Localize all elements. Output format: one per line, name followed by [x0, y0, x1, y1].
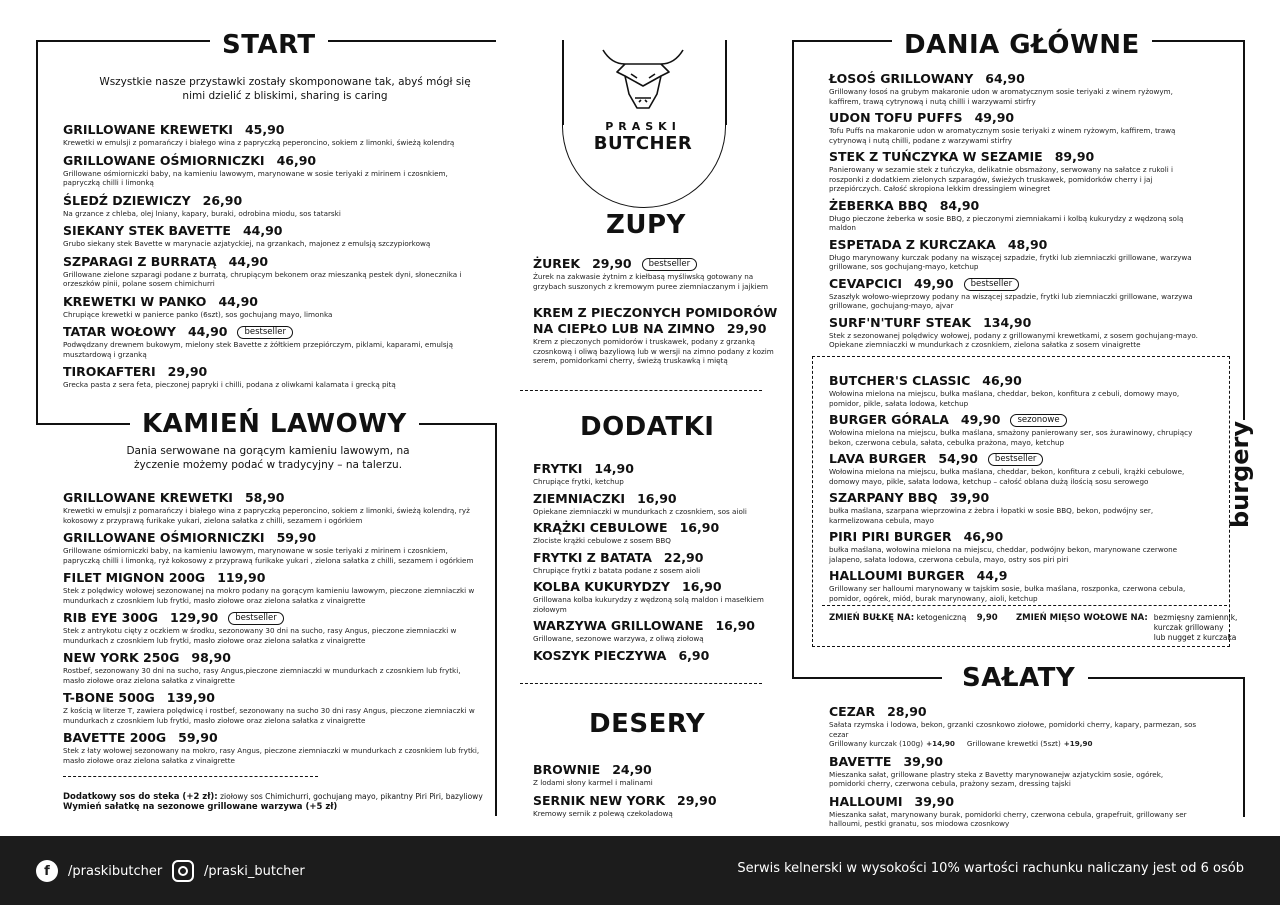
dodatki-title: DODATKI: [568, 412, 726, 442]
menu-item: [63, 324, 483, 359]
menu-item-head: [829, 451, 1199, 467]
menu-item-description: bułka maślana, szarpana wieprzowina z żebra i łopatki w sosie BBQ, bekon, podwójny ser, karmelizowana cebula, mayo: [829, 506, 1154, 525]
menu-item-name: KOSZYK PIECZYWA: [533, 647, 667, 663]
desery-title: DESERY: [577, 709, 717, 739]
service-note: Serwis kelnerski w wysokości 10% wartości rachunku naliczany jest od 6 osób: [737, 861, 1244, 876]
menu-item: [63, 570, 483, 605]
instagram-link[interactable]: [172, 860, 305, 882]
menu-item-description: Złociste krążki cebulowe z sosem BBQ: [533, 536, 671, 545]
menu-item-price: 58,90: [244, 490, 285, 505]
menu-item-description: Grillowany ser halloumi marynowany w tajskim sosie, bułka maślana, roszponka, czerwona cebula, pomidor, ogórek, miód, burak marynowany, aioli, ketchup: [829, 584, 1186, 603]
menu-item-description: Chrupiące frytki, ketchup: [533, 477, 624, 486]
facebook-link[interactable]: [36, 860, 162, 882]
menu-item-name: GRILLOWANE KREWETKI: [63, 490, 233, 505]
menu-item-head: [63, 193, 483, 209]
menu-item-description: Wołowina mielona na miejscu, bułka maślana, cheddar, bekon, konfitura z cebuli, domowy mayo, pomidor, pikle, sałata lodowa, ketchup: [829, 389, 1180, 408]
menu-item-name: HALLOUMI: [829, 793, 903, 809]
menu-item-badge: bestseller: [988, 453, 1044, 466]
menu-item-head: [63, 254, 483, 270]
swap-meat-line: kurczak grillowany: [1153, 623, 1224, 632]
menu-item: [533, 520, 778, 546]
logo-line2: BUTCHER: [593, 133, 693, 154]
menu-item-price: 16,90: [637, 490, 677, 506]
menu-item-description: Z lodami słony karmel i malinami: [533, 778, 653, 787]
instagram-icon: [172, 860, 194, 882]
menu-item-head: [533, 461, 778, 477]
menu-item-head: [533, 305, 778, 337]
menu-item-price: 49,90: [960, 412, 1001, 427]
menu-item-name: SERNIK NEW YORK: [533, 792, 666, 808]
menu-item-head: [63, 294, 483, 310]
menu-item-description: Krewetki w emulsji z pomarańczy i białego wina z papryczką peperoncino, sokiem z limonki, świeżą kolendrą: [63, 138, 455, 147]
extra-sauce-text: ziołowy sos Chimichurri, gochujang mayo, pikantny Piri Piri, bazyliowy: [220, 792, 483, 801]
menu-item-price: 59,90: [178, 730, 218, 745]
menu-item-name: ŻUREK: [533, 256, 581, 271]
menu-item-price: 29,90: [726, 321, 767, 336]
menu-item-name: PIRI PIRI BURGER: [829, 529, 952, 544]
menu-item-name-line2: NA CIEPŁO LUB NA ZIMNO: [533, 321, 715, 336]
menu-item-description: Podwędzany drewnem bukowym, mielony stek Bavette z żółtkiem przepiórczym, piklami, kaparami, emulsją musztardową i grzanką: [63, 340, 454, 359]
menu-item-price: 98,90: [191, 650, 231, 665]
menu-item: [829, 794, 1199, 829]
menu-item-head: [533, 618, 778, 634]
menu-item-name: ESPETADA Z KURCZAKA: [829, 236, 996, 252]
menu-item-price: 49,90: [974, 110, 1015, 125]
menu-item-description: Opiekane ziemniaczki w mundurkach z czosnkiem, sos aioli: [533, 506, 747, 516]
menu-item-description: bułka maślana, wołowina mielona na miejscu, cheddar, podwójny bekon, marynowane czerwone jalapeno, sałata lodowa, czerwona cebula, mayo, ostry sos piri piri: [829, 545, 1178, 564]
menu-item-head: [829, 529, 1199, 545]
menu-item-description: Grubo siekany stek Bavette w marynacie azjatyckiej, na grzankach, majonez z emulsją szczypiorkową: [63, 239, 431, 248]
menu-item-name: BURGER GÓRALA: [829, 412, 949, 427]
menu-item-price: 89,90: [1054, 149, 1095, 164]
menu-item-name: CEZAR: [829, 704, 876, 719]
kamien-divider: [63, 776, 318, 777]
menu-item-name: KREM Z PIECZONYCH POMIDORÓW: [533, 305, 778, 320]
menu-item-price: 84,90: [939, 197, 980, 213]
menu-item-head: [829, 198, 1199, 214]
menu-item-price: 44,90: [228, 253, 269, 269]
menu-item: [533, 491, 778, 517]
dania-title: DANIA GŁÓWNE: [892, 30, 1152, 60]
menu-item-price: 49,90: [914, 275, 954, 291]
swap-bun-label: ZMIEŃ BUŁKĘ NA:: [829, 613, 915, 623]
swap-bun-price: 9,90: [976, 613, 998, 623]
swap-meat-line: lub nugget z kurczaka: [1153, 633, 1237, 642]
menu-item-head: [533, 579, 778, 595]
menu-item-name: HALLOUMI BURGER: [829, 568, 965, 583]
menu-item-head: [63, 570, 483, 586]
menu-item-price: 16,90: [682, 579, 722, 594]
menu-item-description: Szaszłyk wołowo-wieprzowy podany na wiszącej szpadzie, frytki lub ziemniaczki grillowane, warzywa grillowane, gochujang-mayo, ajvar: [829, 291, 1193, 310]
menu-item: [533, 461, 778, 487]
burgery-title: burgery: [1226, 420, 1254, 528]
menu-item-price: 26,90: [202, 192, 243, 208]
menu-item-price: 45,90: [244, 122, 285, 137]
extra-sauce-label: Dodatkowy sos do steka (+2 zł):: [63, 792, 218, 802]
menu-item: [63, 122, 483, 148]
menu-item-head: [829, 490, 1199, 506]
menu-item-name: LAVA BURGER: [829, 451, 927, 466]
menu-item-description: Grillowane, sezonowe warzywa, z oliwą ziołową: [533, 634, 704, 643]
menu-item: [829, 149, 1199, 194]
menu-item: [63, 223, 483, 249]
menu-item-price: 44,9: [976, 568, 1008, 583]
menu-item: [829, 451, 1199, 486]
menu-item-description: Mieszanka sałat, grillowane plastry steka z Bavetty marynowanejw azjatyckim sosie, ogórek, pomidorki cherry, czerwona cebula, prażony sezam, dressing tajski: [829, 769, 1164, 788]
menu-item: [829, 110, 1199, 145]
dania-items: [829, 71, 1199, 354]
menu-item-head: [63, 122, 483, 138]
menu-item-price: 24,90: [612, 762, 652, 777]
menu-item-description: Mieszanka sałat, marynowany burak, pomidorki cherry, czerwona cebula, grapefruit, grillowany ser halloumi, pestki granatu, sos miodowa czosnkowy: [829, 809, 1187, 828]
kamien-title: KAMIEŃ LAWOWY: [130, 409, 419, 439]
logo: [562, 42, 724, 154]
menu-item-head: [829, 110, 1199, 126]
menu-item-price: 44,90: [218, 293, 258, 309]
start-frame-left: [36, 40, 38, 424]
menu-item-price: 6,90: [678, 647, 710, 663]
zupy-items: [533, 256, 778, 380]
menu-item-price: 39,90: [949, 490, 990, 505]
menu-item-price: 119,90: [217, 570, 266, 585]
menu-item: [63, 364, 483, 390]
extra-salad: Wymień sałatkę na sezonowe grillowane warzywa (+5 zł): [63, 802, 338, 812]
menu-item-head: [533, 793, 778, 809]
start-title: START: [210, 30, 328, 60]
menu-item-head: [829, 276, 1199, 292]
menu-item-name: WARZYWA GRILLOWANE: [533, 618, 704, 633]
menu-item: [533, 618, 778, 644]
menu-item-name: SIEKANY STEK BAVETTE: [63, 223, 231, 238]
menu-item-description: Stek z sezonowanej polędwicy wołowej, podany z grillowanymi krewetkami, z sosem gochujang-mayo. Opiekane ziemniaczki w mundurkach z czosnkiem, zielona sałatka z sosem vinaigrette: [829, 330, 1198, 349]
swap-meat-label: ZMIEŃ MIĘSO WOŁOWE NA:: [1016, 613, 1148, 623]
menu-item: [829, 198, 1199, 233]
dodatki-divider: [520, 683, 762, 684]
menu-item-description: Chrupiące frytki z batata podane z sosem aioli: [533, 565, 701, 575]
menu-item-price: 54,90: [938, 451, 978, 466]
menu-item-name: GRILLOWANE OŚMIORNICZKI: [63, 530, 265, 545]
menu-item-description: Na grzance z chleba, olej lniany, kapary, buraki, odrobina miodu, sos tatarski: [63, 208, 341, 218]
menu-item-addon: +19,90: [1063, 739, 1093, 748]
instagram-handle: /praski_butcher: [204, 863, 305, 879]
menu-item-head: [63, 364, 483, 380]
menu-item-price: 46,90: [963, 529, 1004, 544]
menu-item: [829, 490, 1199, 525]
facebook-icon: f: [36, 860, 58, 882]
menu-item-name: GRILLOWANE KREWETKI: [63, 122, 233, 137]
menu-item-price: 29,90: [677, 792, 717, 808]
menu-item: [533, 762, 778, 788]
kamien-items: [63, 490, 483, 770]
menu-item-price: 22,90: [663, 549, 704, 565]
menu-item-description: Chrupiące krewetki w panierce panko (6szt), sos gochujang mayo, limonka: [63, 309, 333, 319]
menu-item: [533, 256, 778, 291]
menu-item-description: Krewetki w emulsji z pomarańczy i białego wina z papryczką peperoncino, sokiem z limonki, świeżą kolendrą, ryż kokosowy z przyprawą furikake yukari, zielona sałatka z chilli, sezamem i ogórkiem: [63, 506, 470, 525]
menu-item-description: Panierowany w sezamie stek z tuńczyka, delikatnie obsmażony, serwowany na sałatce z rukoli i roszponki z dodatkiem zielonych szparagów, świeżych truskawek, pomidorków cherry i jaj przepiórczych. Całość skropiona lekkim dressingiem winegret: [829, 165, 1173, 193]
menu-item-badge: bestseller: [237, 326, 293, 339]
menu-item-description: Stek z polędwicy wołowej sezonowanej na mokro podany na gorącym kamieniu lawowym, pieczone ziemniaczki w mundurkach z czosnkiem lub frytki, masło ziołowe oraz zielona sałatka z vinaigrette: [63, 586, 475, 605]
menu-item-price: 134,90: [983, 314, 1032, 330]
menu-item: [829, 568, 1199, 603]
menu-item-description: Wołowina mielona na miejscu, bułka maślana, cheddar, bekon, konfitura z cebuli, krążki cebulowe, domowy mayo, pikle, sałata lodowa, ketchup – całość oblana dużą ilością sosu serowego: [829, 467, 1185, 486]
menu-item: [63, 690, 483, 725]
menu-item-price: 14,90: [594, 461, 634, 476]
menu-item-name: TIROKAFTERI: [63, 364, 156, 379]
menu-item-price: 39,90: [914, 793, 955, 809]
facebook-handle: /praskibutcher: [68, 863, 163, 879]
start-intro: Wszystkie nasze przystawki zostały skomponowane tak, abyś mógł się nimi dzielić z bliskimi, sharing is caring: [99, 76, 471, 102]
menu-item-head: [829, 412, 1199, 428]
start-items: [63, 122, 483, 395]
menu-item-badge: bestseller: [964, 278, 1020, 291]
menu-item-description: Tofu Puffs na makaronie udon w aromatycznym sosie teriyaki z winem ryżowym, kaffirem, trawą cytrynową i nutą chilli, podane z warzywami stirfry: [829, 126, 1176, 145]
menu-item-head: [829, 71, 1199, 87]
swap-bun-text: ketogeniczną: [916, 613, 967, 622]
menu-item-name: SZPARAGI Z BURRATĄ: [63, 253, 217, 269]
menu-item-name: BUTCHER'S CLASSIC: [829, 373, 971, 388]
menu-item-name: FRYTKI Z BATATA: [533, 549, 652, 565]
menu-item-price: 29,90: [592, 256, 632, 271]
menu-item: [829, 373, 1199, 408]
menu-item: [533, 305, 778, 366]
menu-item-head: [533, 256, 778, 272]
menu-item-head: [63, 690, 483, 706]
menu-item-description: Stek z antrykotu cięty z oczkiem w środku, sezonowany 30 dni na sucho, rasy Angus, pieczone ziemniaczki w mundurkach z czosnkiem lub frytki, masło ziołowe oraz zielona sałatka z vinaigrette: [63, 626, 457, 645]
start-frame-bottom: [36, 423, 136, 425]
menu-item: [63, 530, 483, 565]
menu-item-head: [829, 373, 1199, 389]
menu-item: [63, 650, 483, 685]
menu-item-head: [63, 610, 483, 626]
menu-item-description: Grillowana kolba kukurydzy z wędzoną solą maldon i masełkiem ziołowym: [533, 595, 764, 614]
menu-item: [829, 412, 1199, 447]
salaty-frame-top: [792, 677, 942, 679]
menu-item-name: STEK Z TUŃCZYKA W SEZAMIE: [829, 149, 1043, 164]
menu-item-head: [63, 324, 483, 340]
menu-item-price: 44,90: [242, 223, 283, 238]
dania-frame-right: [1243, 40, 1245, 420]
menu-item-price: 16,90: [715, 618, 755, 633]
menu-item: [829, 529, 1199, 564]
menu-item-head: [829, 568, 1199, 584]
menu-item-description: Rostbef, sezonowany 30 dni na sucho, rasy Angus,pieczone ziemniaczki w mundurkach z czosnkiem lub frytki, masło ziołowe oraz zielona sałatka z vinaigrette: [63, 666, 461, 685]
menu-item-description: Żurek na zakwasie żytnim z kiełbasą myśliwską gotowany na grzybach suszonych z kremowym puree ziemniaczanym i jajkiem: [533, 272, 769, 291]
menu-item-name: FRYTKI: [533, 461, 583, 476]
desery-items: [533, 762, 778, 823]
menu-item: [829, 276, 1199, 311]
menu-item-description: Z kością w literze T, zawiera polędwicę i rostbef, sezonowany na sucho 30 dni rasy Angus, pieczone ziemniaczki w mundurkach z czosnkiem lub frytki, masło ziołowe oraz zielona sałatka z vinaigrette: [63, 706, 475, 725]
menu-item-name: KREWETKI W PANKO: [63, 293, 207, 309]
menu-item-addon: +14,90: [926, 739, 955, 748]
menu-item-head: [829, 704, 1199, 720]
salaty-frame-top-right: [1088, 677, 1244, 679]
menu-item: [533, 579, 778, 614]
menu-item: [63, 193, 483, 219]
menu-item: [829, 754, 1199, 789]
menu-item-head: [829, 794, 1199, 810]
bull-head-icon: [595, 42, 691, 114]
menu-item-name: T-BONE 500G: [63, 690, 155, 705]
menu-item: [829, 704, 1199, 749]
menu-item-description: Grillowane ośmiorniczki baby, na kamieniu lawowym, marynowane w sosie teriyaki z mirinem i czosnkiem, papryczką chilli i limonką: [63, 168, 448, 187]
menu-item: [829, 315, 1199, 350]
menu-item-description: Krem z pieczonych pomidorów i truskawek, podany z grzanką czosnkową i oliwą bazyliową lub w wersji na zimno podany z kozim serem, pomidorkami cherry, świeżą truskawką i miętą: [533, 337, 774, 365]
menu-item: [63, 610, 483, 645]
menu-item-name: ŚLEDŹ DZIEWICZY: [63, 192, 191, 208]
menu-item-price: 28,90: [887, 704, 927, 719]
burgery-swap-bun: [829, 613, 998, 623]
menu-item-name: NEW YORK 250G: [63, 650, 180, 665]
menu-item-name: BAVETTE 200G: [63, 730, 167, 745]
dania-frame-left: [792, 40, 794, 678]
logo-line1: PRASKI: [605, 120, 681, 133]
menu-item-description: Wołowina mielona na miejscu, bułka maślana, smażony panierowany ser, sos żurawinowy, chrupiący bekon, czerwona cebula, sałata, cebulka prażona, mayo, ketchup: [829, 428, 1193, 447]
menu-item-price: 139,90: [166, 690, 215, 705]
menu-item-price: 129,90: [170, 610, 219, 625]
menu-item-price: 59,90: [276, 530, 317, 545]
menu-item-name: TATAR WOŁOWY: [63, 324, 176, 339]
menu-item-name: BAVETTE: [829, 753, 892, 769]
swap-meat-line: bezmięsny zamiennik,: [1153, 613, 1238, 622]
menu-item-badge: sezonowe: [1010, 414, 1066, 427]
menu-item-name: SURF'N'TURF STEAK: [829, 314, 972, 330]
menu-item-name: FILET MIGNON 200G: [63, 570, 206, 585]
menu-item-badge: bestseller: [228, 612, 284, 625]
salaty-items: [829, 704, 1199, 834]
menu-item-head: [63, 730, 483, 746]
salaty-frame-right: [1243, 677, 1245, 817]
burgery-divider: [822, 605, 1227, 606]
menu-item-description: Grillowany łosoś na grubym makaronie udon w aromatycznym sosie teriyaki z winem ryżowym, kaffirem, trawą cytrynową i nutą chilli i warzywami stirfry: [829, 87, 1173, 106]
menu-item-head: [533, 762, 778, 778]
menu-item: [533, 793, 778, 819]
menu-item-price: 48,90: [1007, 236, 1048, 252]
menu-item: [533, 648, 778, 664]
menu-item: [533, 550, 778, 576]
menu-item-description: Stek z łaty wołowej sezonowany na mokro, rasy Angus, pieczone ziemniaczki w mundurkach z czosnkiem lub frytki, masło ziołowe oraz zielona sałatka z vinaigrette: [63, 746, 480, 765]
menu-item-name: RIB EYE 300G: [63, 610, 158, 625]
menu-item-name: UDON TOFU PUFFS: [829, 110, 963, 125]
menu-item-addon: Grillowane krewetki (5szt): [966, 739, 1061, 748]
salaty-title: SAŁATY: [950, 663, 1087, 693]
burgery-swap-meat: [1016, 613, 1237, 643]
menu-item-name: KOLBA KUKURYDZY: [533, 579, 670, 594]
menu-item-head: [829, 754, 1199, 770]
menu-item-price: 64,90: [985, 71, 1025, 86]
burgery-items: [829, 373, 1199, 607]
menu-item-description: Kremowy sernik z polewą czekoladową: [533, 808, 673, 818]
menu-item-head: [829, 315, 1199, 331]
menu-item-name: ŻEBERKA BBQ: [829, 197, 928, 213]
menu-item-head: [533, 648, 778, 664]
kamien-extras: [63, 792, 483, 812]
menu-item-name: CEVAPCICI: [829, 275, 903, 291]
zupy-divider: [520, 390, 762, 391]
menu-item: [63, 490, 483, 525]
menu-item-name: SZARPANY BBQ: [829, 490, 938, 505]
menu-item: [829, 71, 1199, 106]
menu-item-description: Sałata rzymska i lodowa, bekon, grzanki czosnkowo ziołowe, pomidorki cherry, kapary, parmezan, sos cezar: [829, 720, 1197, 739]
menu-item-addons: [829, 739, 1199, 749]
menu-item-head: [533, 491, 778, 507]
menu-item-head: [63, 530, 483, 546]
menu-item-price: 16,90: [679, 520, 720, 535]
menu-item: [63, 254, 483, 289]
menu-item-head: [829, 237, 1199, 253]
footer: [0, 836, 1280, 905]
menu-item-description: Grillowane ośmiorniczki baby, na kamieniu lawowym, marynowane w sosie teriyaki z mirinem i czosnkiem, papryczką chilli i limonką, ryż kokosowy z przyprawą furikake yukari , zielona sałatka z chilli, sezamem i ogórkiem: [63, 546, 474, 565]
menu-item-price: 39,90: [903, 753, 943, 769]
menu-item-head: [63, 153, 483, 169]
kamien-intro: Dania serwowane na gorącym kamieniu lawowym, na życzenie możemy podać w tradycyjny – na talerzu.: [126, 445, 410, 471]
menu-item-name: KRĄŻKI CEBULOWE: [533, 520, 668, 535]
menu-item-badge: bestseller: [642, 258, 698, 271]
zupy-title: ZUPY: [594, 210, 698, 240]
menu-item-name: GRILLOWANE OŚMIORNICZKI: [63, 152, 265, 168]
menu-item-addon: Grillowany kurczak (100g): [829, 739, 924, 748]
menu-item: [63, 153, 483, 188]
menu-item: [63, 730, 483, 765]
menu-item-head: [829, 149, 1199, 165]
menu-item-head: [533, 550, 778, 566]
menu-item: [63, 294, 483, 320]
menu-item-description: Długo marynowany kurczak podany na wiszącej szpadzie, frytki lub ziemniaczki grillowane, warzywa grillowane, sos gochujang-mayo, ketchup: [829, 252, 1192, 271]
menu-item-name: ZIEMNIACZKI: [533, 490, 626, 506]
menu-item-description: Grillowane zielone szparagi podane z burratą, chrupiącym bekonem oraz mieszanką pestek dyni, słonecznika i orzeszków pinii, polane sosem chimichurri: [63, 269, 462, 288]
menu-item-head: [63, 490, 483, 506]
menu-item-name: ŁOSOŚ GRILLOWANY: [829, 71, 974, 86]
menu-item-price: 46,90: [276, 152, 317, 168]
menu-item-description: Długo pieczone żeberka w sosie BBQ, z pieczonymi ziemniakami i kolbą kukurydzy z wędzoną solą maldon: [829, 213, 1184, 232]
menu-item: [829, 237, 1199, 272]
dodatki-items: [533, 461, 778, 668]
menu-item-head: [63, 223, 483, 239]
menu-item-head: [533, 520, 778, 536]
menu-item-price: 44,90: [187, 324, 228, 339]
menu-item-price: 29,90: [167, 364, 208, 379]
menu-item-head: [63, 650, 483, 666]
menu-item-name: BROWNIE: [533, 762, 601, 777]
left-frame-right: [495, 423, 497, 816]
menu-item-description: Grecka pasta z sera feta, pieczonej papryki i chilli, podana z oliwkami kalamata i grecką pitą: [63, 380, 396, 389]
menu-item-price: 46,90: [982, 373, 1022, 388]
